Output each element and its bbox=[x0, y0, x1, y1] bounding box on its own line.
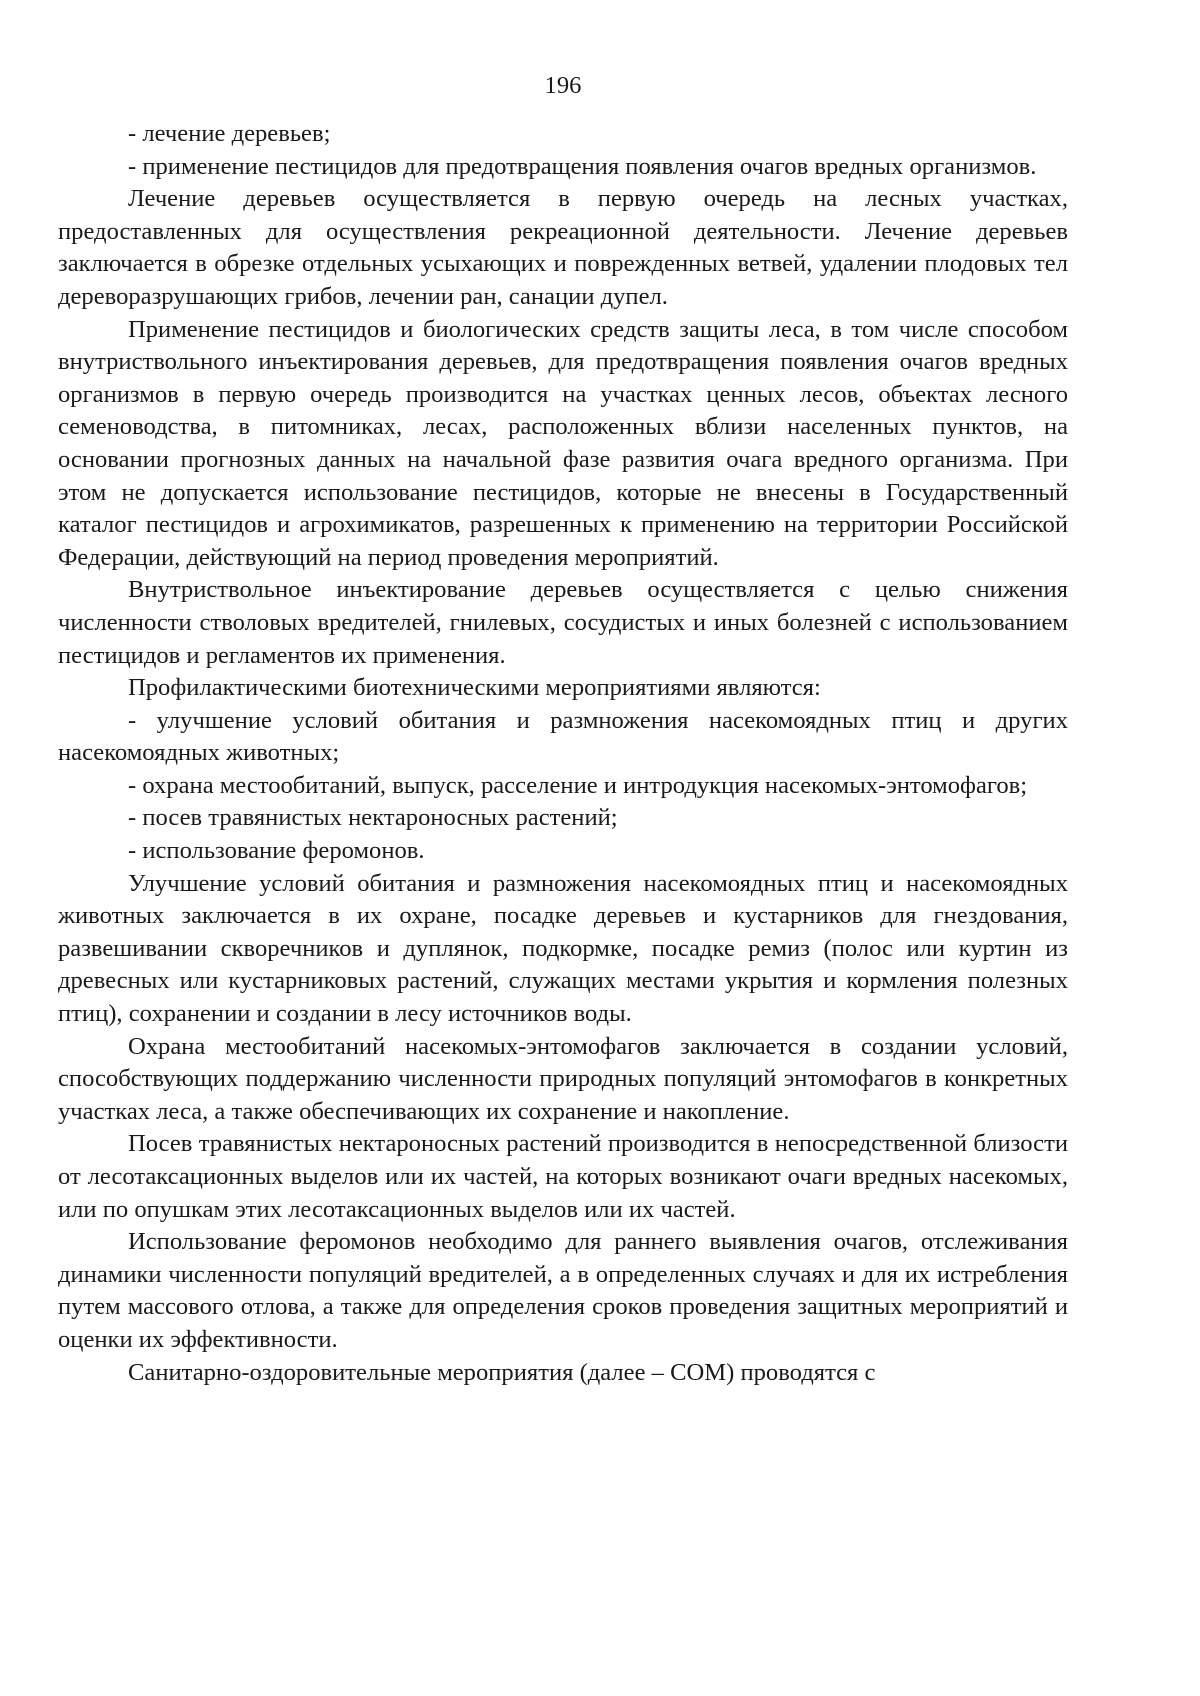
paragraph-entomophage-item: - охрана местообитаний, выпуск, расселение и интродукция насекомых-энтомофагов; bbox=[128, 771, 1028, 799]
paragraph-pesticide-application: Применение пестицидов и биологических средств защиты леса, в том числе способом внутриствольного инъектирования деревьев, для предотвращения появления очагов вредных организмов в первую очередь производится на участках ценных лесов, объектах лесного семеноводства, в питомниках, лесах, расположенных вблизи населенных пунктов, на основании прогнозных данных на начальной фазе развития очага вредного организма. При этом не допускается использование пестицидов, которые не внесены в Государственный каталог пестицидов и агрохимикатов, разрешенных к применению на территории Российской Федерации, действующий на период проведения мероприятий. bbox=[58, 315, 1068, 571]
body-text bbox=[58, 118, 1068, 1389]
paragraph-entomophage-protection: Охрана местообитаний насекомых-энтомофагов заключается в создании условий, способствующих поддержанию численности природных популяций энтомофагов в конкретных участках леса, а также обеспечивающих их сохранение и накопление. bbox=[58, 1032, 1068, 1125]
paragraph-tree-treatment-item: - лечение деревьев; bbox=[128, 120, 331, 147]
paragraph-tree-treatment: Лечение деревьев осуществляется в первую очередь на лесных участках, предоставленных для осуществления рекреационной деятельности. Лечение деревьев заключается в обрезке отдельных усыхающих и поврежденных ветвей, удалении плодовых тел дереворазрушающих грибов, лечении ран, санации дупел. bbox=[58, 185, 1068, 310]
paragraph-trunk-injection: Внутриствольное инъектирование деревьев осуществляется с целью снижения численности стволовых вредителей, гнилевых, сосудистых и иных болезней с использованием пестицидов и регламентов их применения. bbox=[58, 576, 1068, 669]
paragraph-pheromones: Использование феромонов необходимо для раннего выявления очагов, отслеживания динамики численности популяций вредителей, а в определенных случаях и для их истребления путем массового отлова, а также для определения сроков проведения защитных мероприятий и оценки их эффективности. bbox=[58, 1228, 1068, 1353]
paragraph-biotechnical-intro: Профилактическими биотехническими мероприятиями являются: bbox=[128, 674, 821, 702]
paragraph-pheromones-item: - использование феромонов. bbox=[128, 837, 425, 865]
paragraph-bird-habitat-item: - улучшение условий обитания и размножения насекомоядных птиц и других насекомоядных животных; bbox=[58, 706, 1068, 767]
paragraph-pesticide-item: - применение пестицидов для предотвращения появления очагов вредных организмов. bbox=[128, 152, 1037, 180]
page-number: 196 bbox=[544, 72, 582, 99]
paragraph-nectar-plants: Посев травянистых нектароносных растений производится в непосредственной близости от лесотаксационных выделов или их частей, на которых возникают очаги вредных насекомых, или по опушкам этих лесотаксационных выделов или их частей. bbox=[58, 1130, 1068, 1223]
paragraph-nectar-plants-item: - посев травянистых нектароносных растений; bbox=[128, 804, 618, 832]
paragraph-sanitary-measures: Санитарно-оздоровительные мероприятия (далее – СОМ) проводятся с bbox=[128, 1358, 876, 1386]
paragraph-bird-habitat: Улучшение условий обитания и размножения насекомоядных птиц и насекомоядных животных заключается в их охране, посадке деревьев и кустарников для гнездования, развешивании скворечников и дуплянок, подкормке, посадке ремиз (полос или куртин из древесных или кустарниковых растений, служащих местами укрытия и кормления полезных птиц), сохранении и создании в лесу источников воды. bbox=[58, 869, 1068, 1028]
